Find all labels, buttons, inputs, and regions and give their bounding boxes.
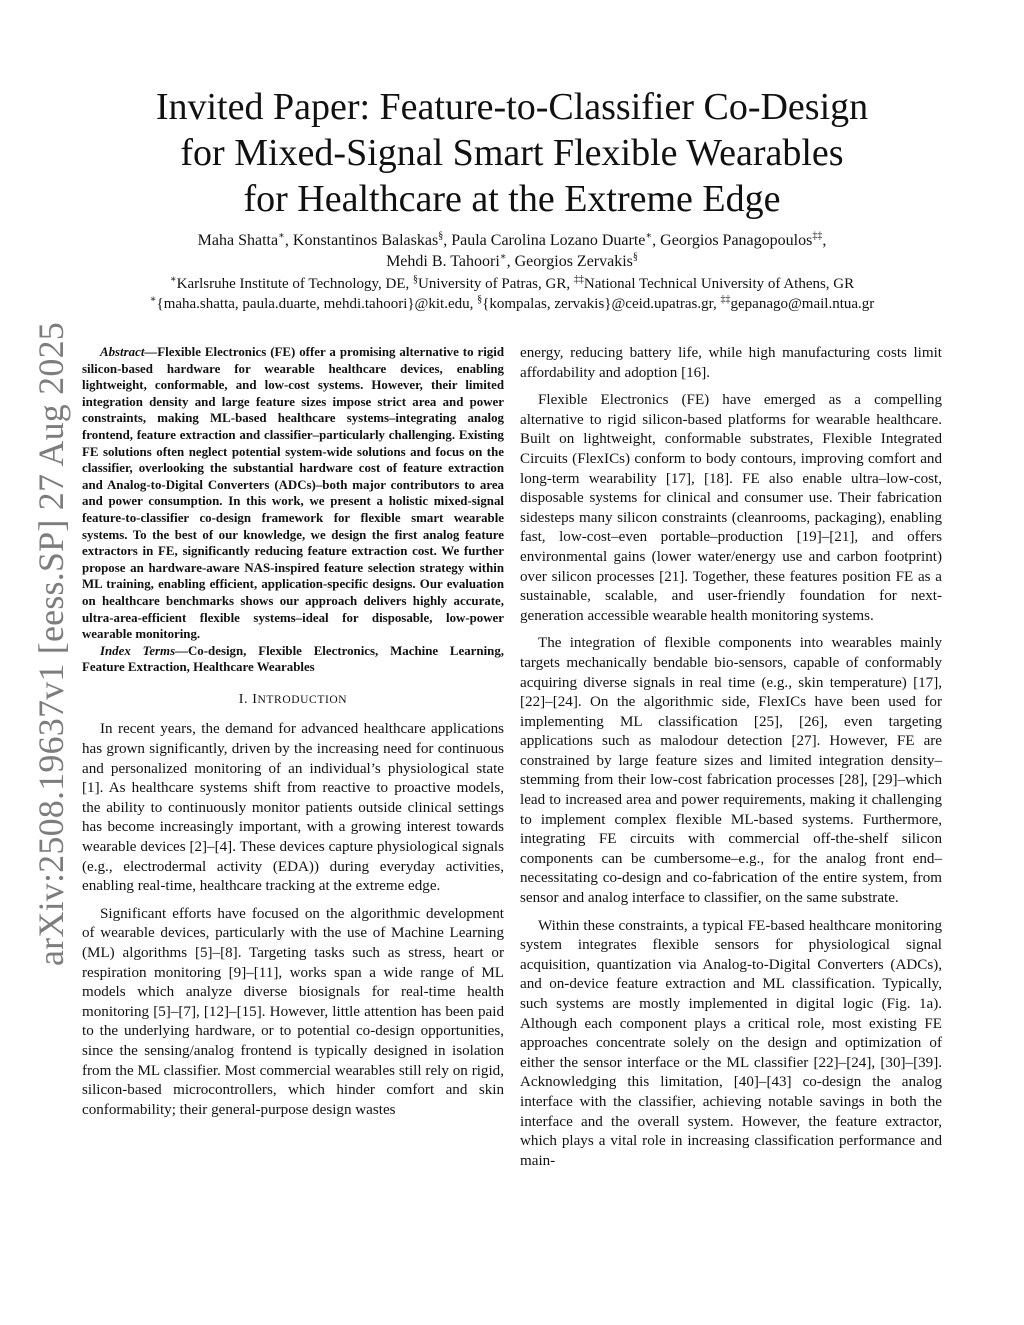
author-affiliation-mark: §	[632, 251, 638, 263]
right-column	[520, 344, 942, 1171]
email-text: {kompalas, zervakis}@ceid.upatras.gr,	[482, 296, 717, 312]
abstract	[82, 344, 504, 643]
arxiv-side-identifier: arXiv:2508.19637v1 [eess.SP] 27 Aug 2025	[31, 322, 71, 966]
title-line-1: Invited Paper: Feature-to-Classifier Co-Design	[155, 86, 869, 128]
body-paragraph: The integration of flexible components into wearables mainly targets mechanically bendable bio-sensors, capable of conformably acquiring diverse signals in real time (e.g., skin temperature) [17], [22]–[24]. On the algorithmic side, FlexICs have been used for implementing ML classification [25], [26], even targeting applications such as malodour detection [27]. However, FE are constrained by large feature sizes and limited integration density–stemming from their low-cost fabrication processes [28], [29]–which lead to increased area and power requirements, making it challenging to implement complex flexible ML-based systems. Furthermore, integrating FE circuits with commercial off-the-shelf silicon components can be cumbersome–e.g., for the analog front end–necessitating co-design and co-fabrication of the entire system, from sensor and analog interface to classifier, on the same substrate.	[520, 635, 942, 907]
section-heading-introduction	[82, 690, 504, 711]
author-affiliation-mark: ∗	[645, 230, 653, 242]
affiliation-text: University of Patras, GR,	[418, 276, 571, 292]
affiliation-mark: §	[413, 274, 419, 285]
author-name: Konstantinos Balaskas	[292, 232, 439, 249]
intro-paragraph: In recent years, the demand for advanced healthcare applications has grown significantly, driven by the increasing need for continuous and personalized monitoring of an individual’s physiological state [1]. As healthcare systems shift from reactive to proactive models, the ability to continuously monitor patients outside clinical settings has become increasingly important, with a growing interest towards wearable devices [2]–[4]. These devices capture physiological signals (e.g., electrodermal activity (EDA)) during everyday activities, enabling real-time, healthcare tracking at the extreme edge.	[82, 721, 504, 895]
author-affiliation-mark: ∗	[278, 230, 285, 242]
paper-title	[90, 84, 934, 222]
title-line-2: for Mixed-Signal Smart Flexible Wearables	[180, 132, 844, 174]
body-paragraph-continued: energy, reducing battery life, while high manufacturing costs limit affordability and adoption [16].	[520, 345, 942, 381]
left-column	[82, 344, 504, 1120]
author-affiliation-mark: ‡‡	[812, 230, 823, 242]
author-name: Georgios Panagopoulos	[660, 232, 813, 249]
intro-paragraph: Significant efforts have focused on the algorithmic development of wearable devices, particularly with the use of Machine Learning (ML) algorithms [5]–[8]. Targeting tasks such as stress, heart or respiration monitoring [9]–[11], works span a wide range of ML models which analyze diverse biosignals for real-time health monitoring [5]–[7], [12]–[15]. However, little attention has been paid to the underlying hardware, or to potential co-design opportunities, since the sensing/analog frontend is typically designed in isolation from the ML classifier. Most commercial wearables still rely on rigid, silicon-based microcontrollers, which hinder comfort and skin conformability; their general-purpose design wastes	[82, 905, 504, 1118]
affiliations-block	[90, 274, 934, 314]
affiliation-text: Karlsruhe Institute of Technology, DE,	[176, 276, 410, 292]
affiliation-line	[90, 274, 934, 294]
index-terms-text: Co-design, Flexible Electronics, Machine Learning, Feature Extraction, Healthcare Wearables	[82, 643, 504, 675]
author-line-1: Maha Shatta∗, Konstantinos Balaskas§, Paula Carolina Lozano Duarte∗, Georgios Panagopoulos‡‡,	[197, 230, 827, 249]
section-title-initial: I	[252, 691, 258, 707]
author-name: Paula Carolina Lozano Duarte	[451, 232, 646, 249]
affiliation-mark: ∗	[169, 274, 177, 285]
body-paragraph: Within these constraints, a typical FE-based healthcare monitoring system integrates flexible sensors for physiological signal acquisition, quantization via Analog-to-Digital Converters (ADCs), and on-device feature extraction and ML classification. Typically, such systems are mostly implemented in digital logic (Fig. 1a). Although each component plays a critical role, most existing FE approaches concentrate solely on the design and optimization of either the sensor interface or the ML classifier [22]–[24], [30]–[39]. Acknowledging this limitation, [40]–[43] co-design the analog interface with the classifier, achieving notable savings in both the interface and the overall system. However, the feature extractor, which plays a vital role in increasing classification performance and main-	[520, 917, 942, 1169]
author-line-2: Mehdi B. Tahoori∗, Georgios Zervakis§	[386, 251, 638, 270]
title-line-3: for Healthcare at the Extreme Edge	[243, 178, 781, 220]
email-text: {maha.shatta, paula.duarte, mehdi.tahoori}@kit.edu,	[156, 296, 474, 312]
email-line	[90, 294, 934, 314]
index-terms-label: Index Terms—	[100, 643, 188, 658]
email-mark: ∗	[149, 294, 157, 305]
author-name: Maha Shatta	[197, 232, 279, 249]
author-affiliation-mark: ∗	[499, 251, 507, 263]
author-name: Mehdi B. Tahoori	[386, 253, 500, 270]
abstract-text: Flexible Electronics (FE) offer a promising alternative to rigid silicon-based hardware for wearable healthcare devices, enabling lightweight, conformable, and low-cost systems. However, their limited integration density and large feature sizes impose strict area and power constraints, making ML-based healthcare systems–integrating analog frontend, feature extraction and classifier–particularly challenging. Existing FE solutions often neglect potential system-wide solutions and focus on the classifier, overlooking the substantial hardware cost of feature extraction and Analog-to-Digital Converters (ADCs)–both major contributors to area and power consumption. In this work, we present a holistic mixed-signal feature-to-classifier co-design framework for flexible smart wearable systems. To the best of our knowledge, we design the first analog feature extractors in FE, significantly reducing feature extraction cost. We further propose an hardware-aware NAS-inspired feature selection strategy within ML training, enabling efficient, application-specific designs. Our evaluation on healthcare benchmarks shows our approach delivers highly accurate, ultra-area-efficient flexible systems–ideal for disposable, low-power wearable monitoring.	[82, 345, 504, 642]
section-title-rest: NTRODUCTION	[257, 693, 348, 706]
email-mark: §	[477, 294, 483, 305]
author-name: Georgios Zervakis	[514, 253, 633, 270]
affiliation-mark: ‡‡	[573, 274, 584, 285]
email-mark: ‡‡	[720, 294, 731, 305]
index-terms	[82, 643, 504, 676]
section-number: I.	[238, 691, 253, 707]
author-affiliation-mark: §	[438, 230, 444, 242]
email-text: gepanago@mail.ntua.gr	[730, 296, 875, 312]
abstract-label: Abstract—	[100, 345, 158, 359]
author-list	[90, 230, 934, 272]
affiliation-text: National Technical University of Athens, GR	[583, 276, 855, 292]
body-paragraph: Flexible Electronics (FE) have emerged as a compelling alternative to rigid silicon-based platforms for wearable healthcare. Built on lightweight, conformable substrates, Flexible Integrated Circuits (FlexICs) conform to body contours, improving comfort and long-term wearability [17], [18]. FE also enable ultra–low-cost, disposable systems for clinical and consumer use. Their fabrication sidesteps many silicon constraints (cleanrooms, packaging), enabling fast, low-cost–even portable–production [19]–[21], and offers environmental gains (lower water/energy use and carbon footprint) over silicon processes [21]. Together, these features position FE as a sustainable, scalable, and user-friendly foundation for next-generation accessible wearable health monitoring systems.	[520, 392, 942, 624]
